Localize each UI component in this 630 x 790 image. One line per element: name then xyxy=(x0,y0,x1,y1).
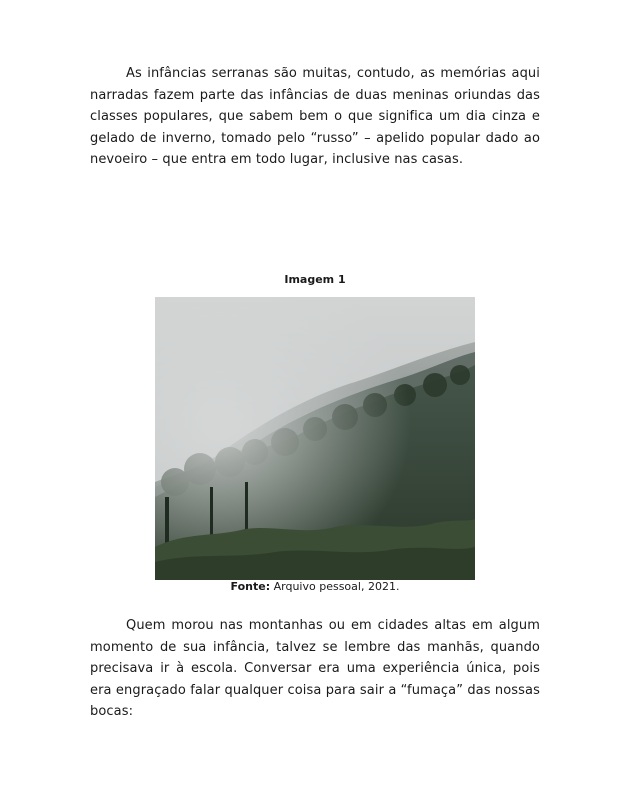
figure-title: Imagem 1 xyxy=(284,273,346,286)
figure-source-text: Arquivo pessoal, 2021. xyxy=(270,580,400,593)
figure-source-label: Fonte: xyxy=(230,580,271,593)
paragraph-mornings-text: Quem morou nas montanhas ou em cidades altas em algum momento de sua infância, talvez se lembre das manhãs, quando precisava ir à escola. Conversar era uma experiência única, pois era engraçado falar qualquer coisa para sair a “fumaça” das nossas bocas: xyxy=(90,618,540,719)
paragraph-intro-text: As infâncias serranas são muitas, contudo, as memórias aqui narradas fazem parte das infâncias de duas meninas oriundas das classes populares, que sabem bem o que significa um dia cinza e gelado de inverno, tomado pelo “russo” – apelido popular dado ao nevoeiro – que entra em todo lugar, inclusive nas casas. xyxy=(90,66,540,167)
figure-source xyxy=(0,580,630,593)
paragraph-mornings xyxy=(90,615,540,723)
paragraph-intro xyxy=(90,63,540,171)
foggy-forest-photo xyxy=(155,297,475,580)
